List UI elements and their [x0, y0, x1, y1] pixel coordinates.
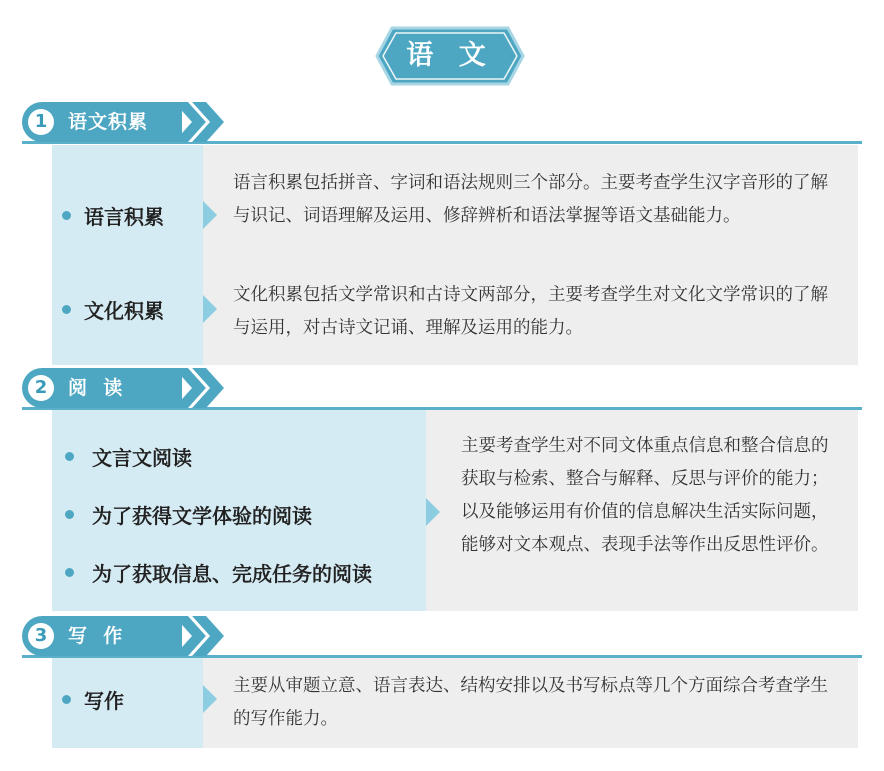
- section-block-2: [52, 410, 858, 611]
- item-description-culture: 文化积累包括文学常识和古诗文两部分，主要考查学生对文化文学常识的了解与运用，对古诗文记诵、理解及运用的能力。: [233, 285, 828, 338]
- item-label-information: 为了获取信息、完成任务的阅读: [92, 562, 372, 586]
- section-header-2: [22, 368, 862, 412]
- bullet-dot: [62, 211, 71, 220]
- item-label-language: 语言积累: [84, 205, 164, 229]
- section-number: 1: [28, 109, 54, 135]
- section-header-1: [22, 102, 862, 146]
- bullet-dot: [65, 452, 74, 461]
- left-pane: [52, 145, 203, 365]
- section-block-3: [52, 658, 858, 748]
- bullet-dot: [62, 695, 71, 704]
- page-title: 语 文: [406, 40, 494, 71]
- item-label-classical: 文言文阅读: [92, 446, 192, 470]
- section-tag: [22, 102, 182, 142]
- pointer-arrow: [203, 295, 217, 323]
- bullet-dot: [65, 510, 74, 519]
- double-chevron-icon: [174, 102, 234, 142]
- pointer-arrow: [203, 201, 217, 229]
- pointer-arrow: [203, 685, 217, 713]
- double-chevron-icon: [174, 368, 234, 408]
- left-pane: [52, 658, 203, 748]
- bullet-dot: [62, 305, 71, 314]
- section-tag: [22, 368, 182, 408]
- item-description-writing: 主要从审题立意、语言表达、结构安排以及书写标点等几个方面综合考查学生的写作能力。: [233, 676, 828, 729]
- reading-description: 主要考查学生对不同文体重点信息和整合信息的获取与检索、整合与解释、反思与评价的能力；以及能够运用有价值的信息解决生活实际问题，能够对文本观点、表现手法等作出反思性评价。: [461, 436, 829, 555]
- item-label-writing: 写作: [84, 689, 124, 713]
- section-title: 写 作: [68, 625, 124, 647]
- section-title: 阅 读: [68, 377, 124, 399]
- item-description-language: 语言积累包括拼音、字词和语法规则三个部分。主要考查学生汉字音形的了解与识记、词语理解及运用、修辞辨析和语法掌握等语文基础能力。: [233, 173, 828, 226]
- section-tag: [22, 616, 182, 656]
- section-number: 3: [28, 623, 54, 649]
- pointer-arrow: [426, 498, 440, 526]
- section-header-3: [22, 616, 862, 660]
- section-block-1: [52, 145, 858, 365]
- item-label-culture: 文化积累: [84, 299, 164, 323]
- item-label-literary: 为了获得文学体验的阅读: [92, 504, 312, 528]
- section-number: 2: [28, 375, 54, 401]
- section-title: 语文积累: [68, 111, 149, 133]
- bullet-dot: [65, 568, 74, 577]
- double-chevron-icon: [174, 616, 234, 656]
